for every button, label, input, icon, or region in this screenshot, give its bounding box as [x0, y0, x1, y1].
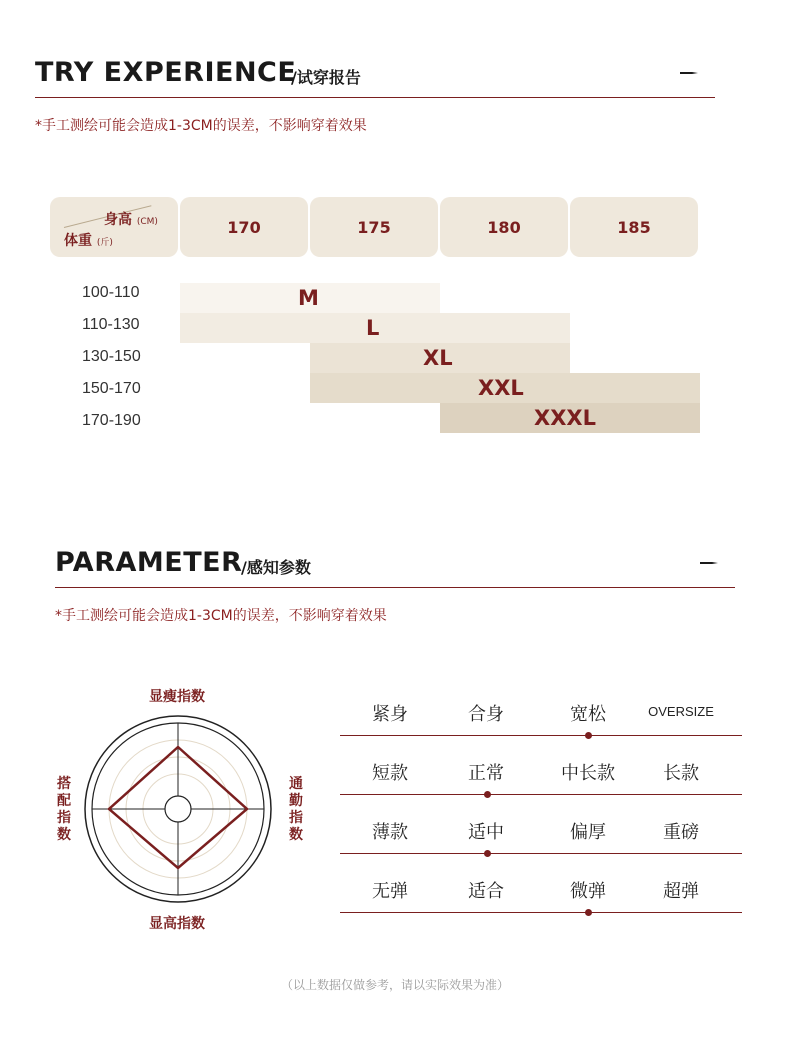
- arrow-right-icon: [680, 70, 698, 76]
- param-option: 微弹: [570, 881, 606, 902]
- param-option: 无弹: [372, 881, 408, 902]
- size-label-xxxl: XXXL: [534, 406, 596, 430]
- size-table-corner: [50, 197, 178, 257]
- try-section-subtitle: /试穿报告: [291, 68, 361, 87]
- param-section-divider: [55, 587, 735, 588]
- param-option: OVERSIZE: [648, 704, 714, 719]
- radar-label-left: 搭配指数: [57, 776, 71, 843]
- height-header-175: 175: [310, 197, 438, 257]
- param-option: 偏厚: [570, 822, 606, 843]
- param-scale-line: [340, 735, 742, 736]
- param-section-title: PARAMETER: [55, 547, 243, 578]
- param-option: 适合: [468, 881, 504, 902]
- try-section-title: TRY EXPERIENCE: [35, 57, 297, 88]
- param-indicator-dot: [484, 850, 491, 857]
- radar-chart: [82, 713, 274, 905]
- weight-label-row-4: 150-170: [82, 380, 141, 397]
- weight-label-row-2: 110-130: [82, 316, 140, 333]
- param-option: 适中: [468, 822, 504, 843]
- param-option: 合身: [468, 704, 504, 725]
- footer-disclaimer: （以上数据仅做参考，请以实际效果为准）: [280, 978, 509, 992]
- weight-axis-label: 体重 (斤): [64, 233, 113, 249]
- radar-label-bottom: 显高指数: [149, 916, 205, 932]
- size-label-m: M: [298, 286, 319, 310]
- height-header-185: 185: [570, 197, 698, 257]
- height-header-180: 180: [440, 197, 568, 257]
- param-option: 薄款: [372, 822, 408, 843]
- size-label-xl: XL: [423, 346, 453, 370]
- try-section-divider: [35, 97, 715, 98]
- size-label-l: L: [366, 316, 380, 340]
- height-header-170: 170: [180, 197, 308, 257]
- param-option: 超弹: [663, 881, 699, 902]
- size-label-xxl: XXL: [478, 376, 524, 400]
- param-indicator-dot: [484, 791, 491, 798]
- weight-label-row-5: 170-190: [82, 412, 141, 429]
- param-option: 紧身: [372, 704, 408, 725]
- weight-label-row-3: 130-150: [82, 348, 141, 365]
- try-section-note: *手工测绘可能会造成1-3CM的误差，不影响穿着效果: [35, 118, 367, 134]
- arrow-right-icon: [700, 560, 718, 566]
- height-axis-label: 身高 (CM): [104, 212, 158, 228]
- param-indicator-dot: [585, 732, 592, 739]
- param-option: 中长款: [561, 763, 615, 784]
- radar-label-right: 通勤指数: [289, 776, 303, 843]
- param-option: 正常: [468, 763, 504, 784]
- param-section-subtitle: /感知参数: [241, 558, 311, 577]
- param-option: 重磅: [663, 822, 699, 843]
- param-option: 宽松: [570, 704, 606, 725]
- param-section-note: *手工测绘可能会造成1-3CM的误差，不影响穿着效果: [55, 608, 387, 624]
- param-option: 长款: [663, 763, 699, 784]
- weight-label-row-1: 100-110: [82, 284, 140, 301]
- param-indicator-dot: [585, 909, 592, 916]
- param-scale-line: [340, 794, 742, 795]
- radar-center: [165, 796, 191, 822]
- param-scale-line: [340, 853, 742, 854]
- radar-label-top: 显瘦指数: [149, 689, 205, 705]
- param-option: 短款: [372, 763, 408, 784]
- param-scale-line: [340, 912, 742, 913]
